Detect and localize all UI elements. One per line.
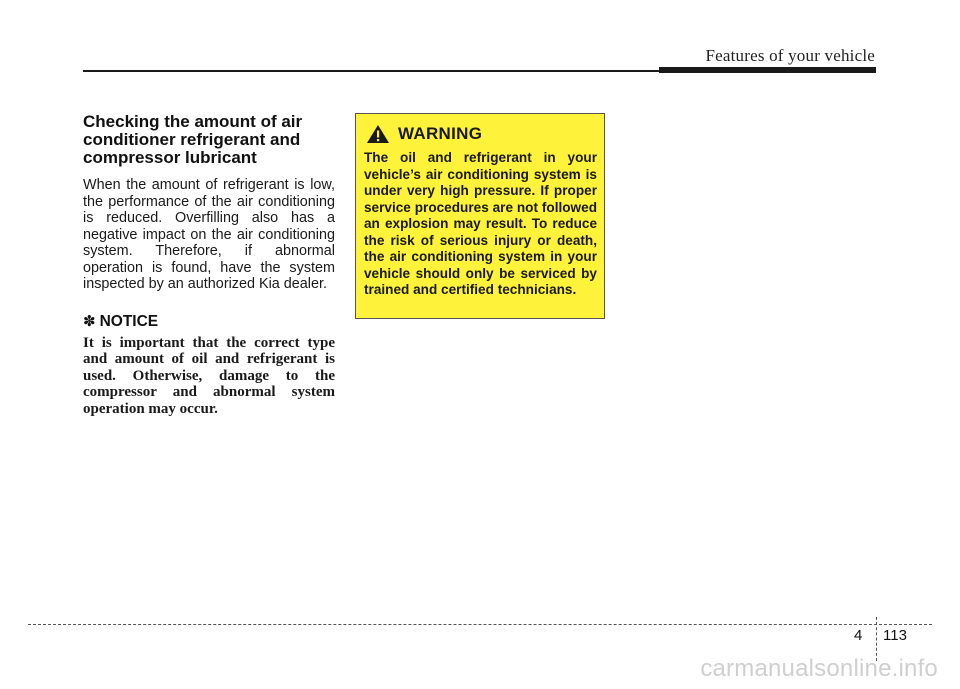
- warning-triangle-icon: [366, 124, 390, 144]
- warning-box: [355, 113, 605, 319]
- section-heading-line-2: conditioner refrigerant and: [83, 130, 301, 149]
- warning-title: WARNING: [398, 124, 483, 143]
- notice-heading: [83, 313, 335, 331]
- section-heading-line-1: Checking the amount of air: [83, 112, 303, 131]
- header-title: Features of your vehicle: [705, 46, 875, 65]
- page-number: 113: [883, 627, 907, 644]
- notice-star-icon: ✽: [83, 313, 96, 330]
- warning-header: [366, 124, 597, 144]
- header-rule-accent: [659, 67, 876, 73]
- section-heading: [83, 113, 335, 167]
- left-column: [83, 113, 335, 417]
- notice-text: It is important that the correct type and amount of oil and refrigerant is used. Otherwise, damage to the compressor and abnormal system operation may occur.: [83, 334, 335, 417]
- section-body-text: When the amount of refrigerant is low, the performance of the air conditioning is reduced. Overfilling also has a negative impact on the air conditioning system. Therefore, if abnormal operation is found, have the system inspected by an authorized Kia dealer.: [83, 177, 335, 292]
- section-heading-line-3: compressor lubricant: [83, 148, 257, 167]
- footer-rule: [28, 624, 932, 625]
- chapter-number: 4: [854, 627, 863, 644]
- warning-text: The oil and refrigerant in your vehicle’s air conditioning system is under very high pressure. If proper service procedures are not followed an explosion may result. To reduce the risk of serious injury or death, the air conditioning system in your vehicle should only be serviced by trained and certified technicians.: [364, 150, 597, 297]
- watermark: carmanualsonline.info: [700, 655, 938, 682]
- header-rule: [83, 70, 659, 72]
- notice-title: NOTICE: [99, 312, 159, 330]
